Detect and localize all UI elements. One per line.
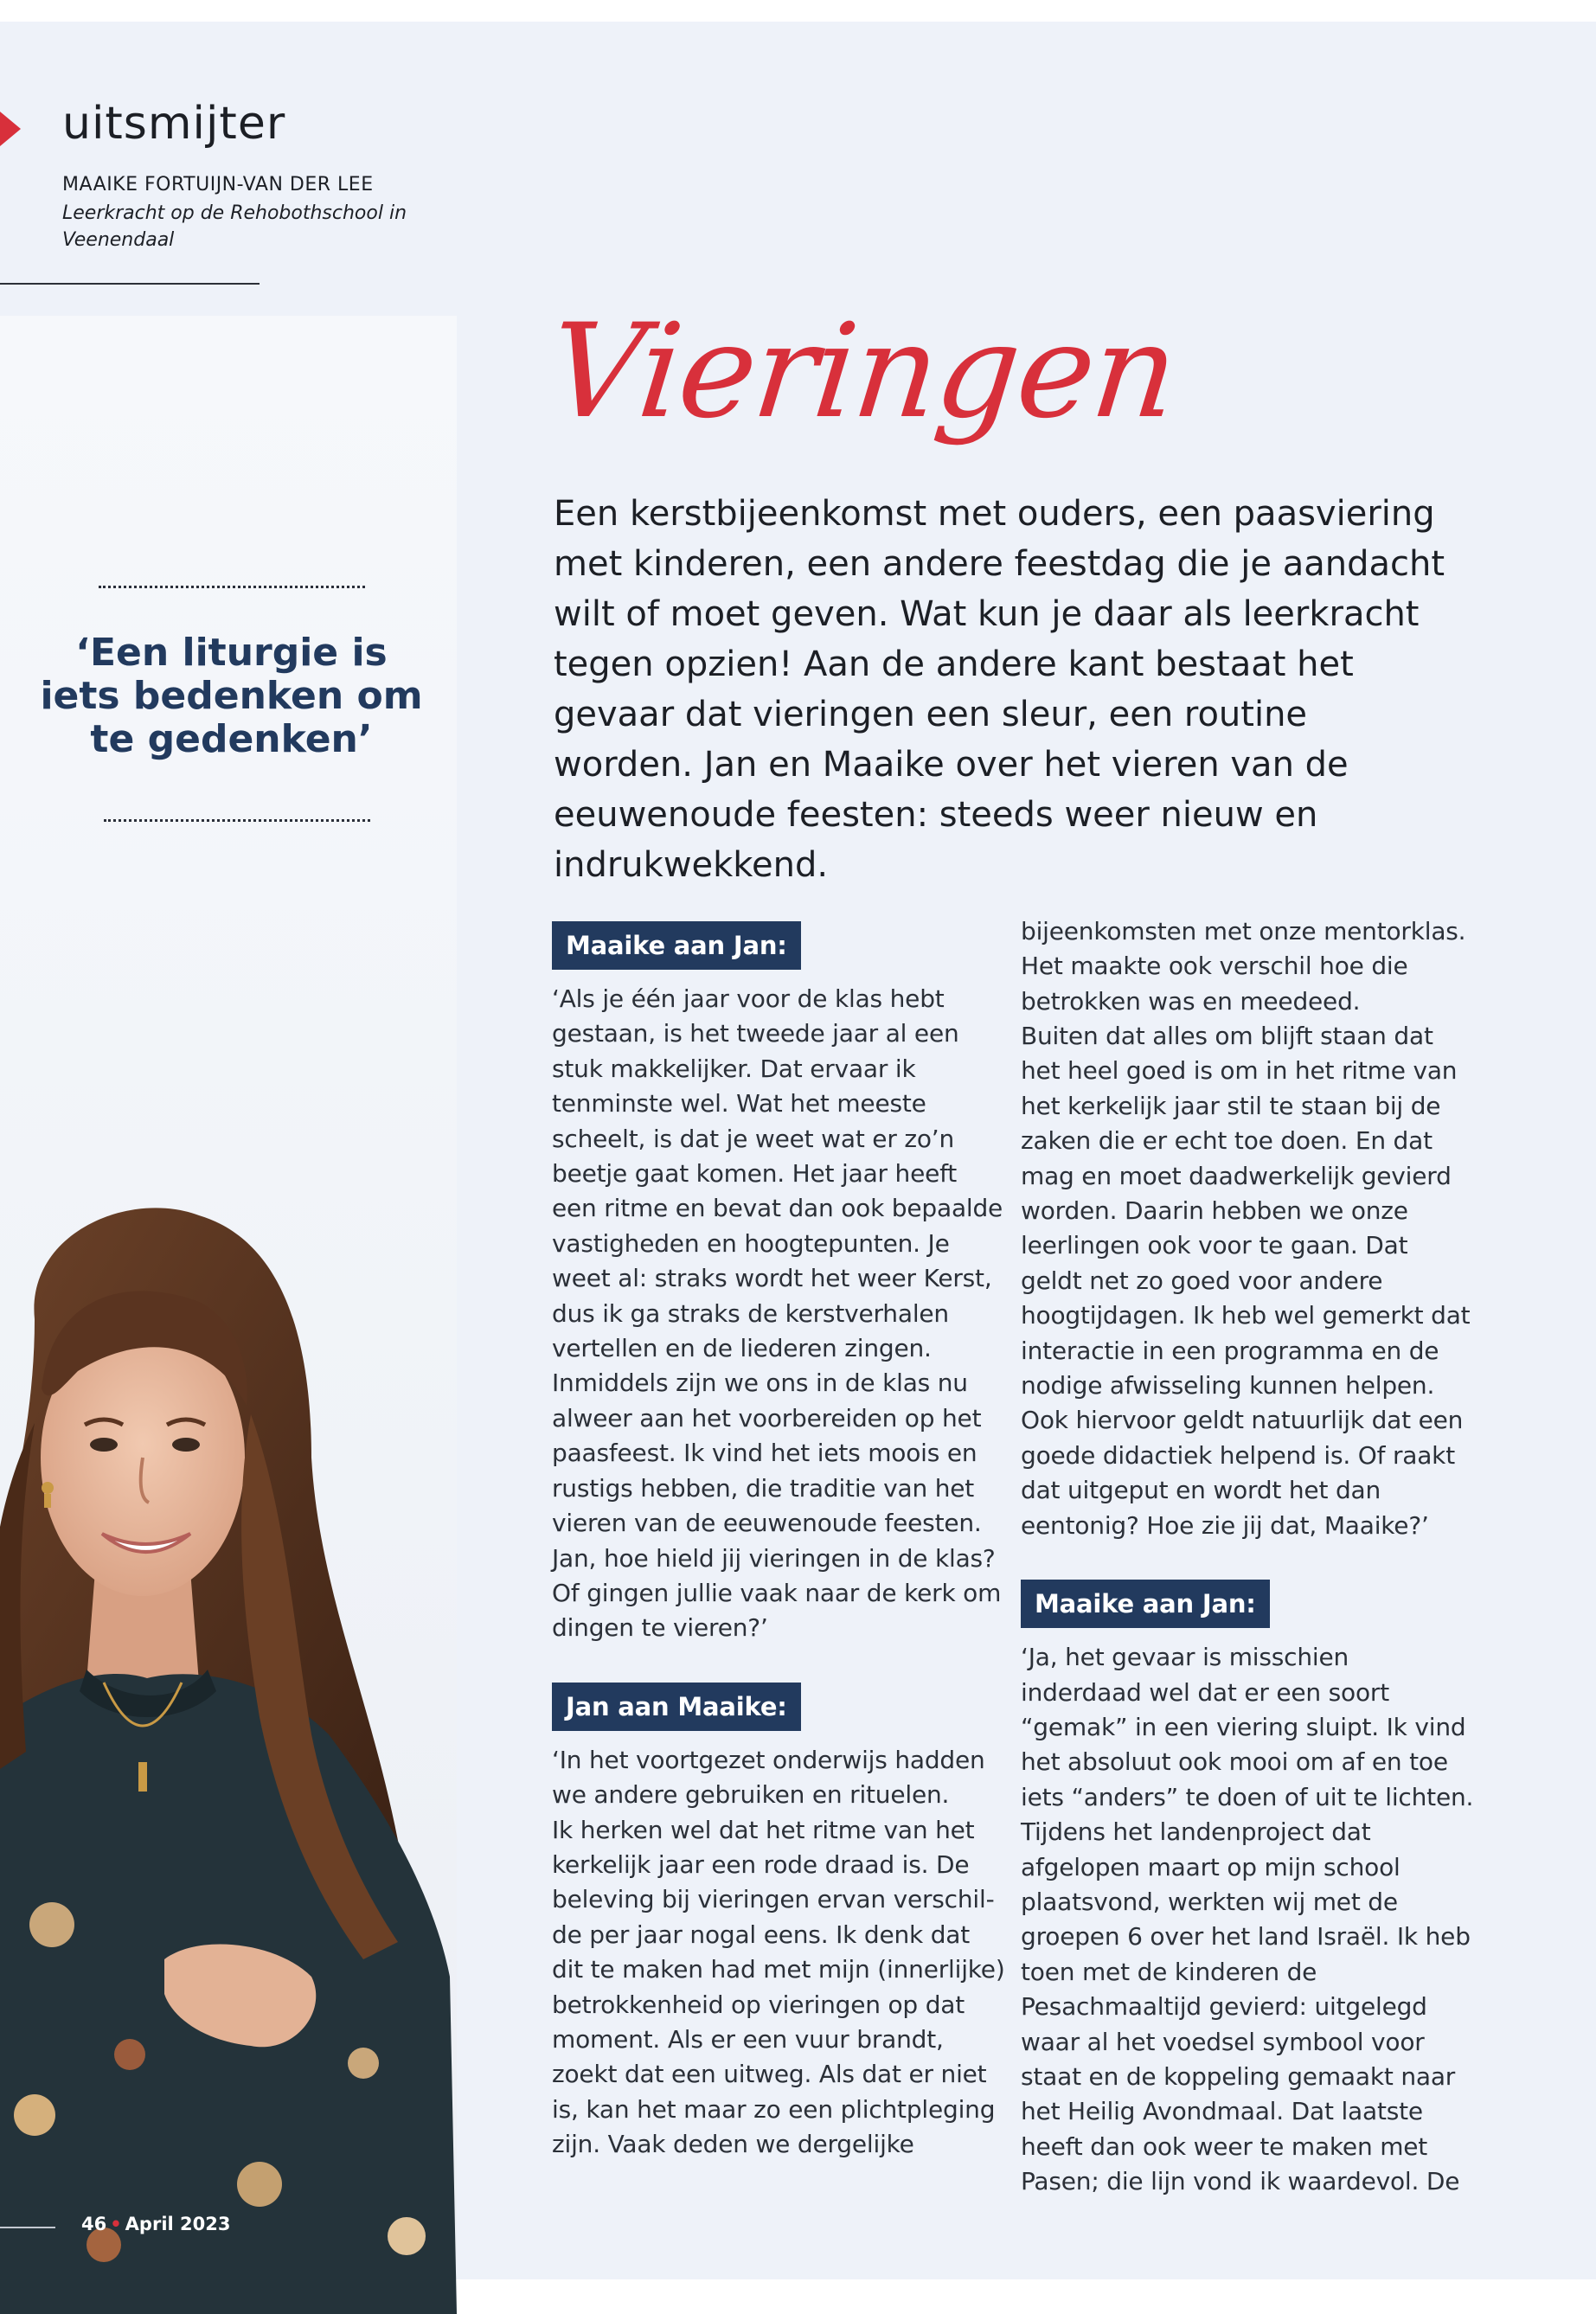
article-paragraph: Buiten dat alles om blijft staan dat het heel goed is om in het ritme van het kerkelijk jaar stil te staan bij de zaken die er echt toe doen. En dat mag en moet daadwerkelijk gevierd worden. Daarin hebben we onze leerlingen ook voor te gaan. Dat geldt net zo goed voor andere hoogtijdagen. Ik heb wel gemerkt dat interactie in een programma en de nodige afwisseling kunnen helpen. Ook hiervoor geldt natuurlijk dat een goede didactiek helpend is. Of raakt dat uitgeput en wordt het dan eentonig? Hoe zie jij dat, Maaike?’ xyxy=(1021,1022,1471,1540)
article-paragraph-continued-text: bijeenkomsten met onze mentorklas. Het maakte ook verschil hoe die betrokken was en meedeed. xyxy=(1021,917,1466,1016)
page-footer xyxy=(81,2214,230,2234)
pull-quote: ‘Een liturgie is iets bedenken om te gedenken’ xyxy=(40,631,423,761)
author-name: MAAIKE FORTUIJN-VAN DER LEE xyxy=(62,174,374,196)
article-paragraph-continued xyxy=(1021,914,1475,1019)
article-paragraph: ‘Ja, het gevaar is misschien inderdaad wel dat er een soort “gemak” in een viering sluipt. Ik vind het absoluut ook mooi om af en toe iets “anders” te doen of uit te lichten. Tijdens het landenproject dat afgelopen maart op mijn school plaatsvond, werkten wij met de groepen 6 over het land Israël. Ik heb toen met de kinderen de Pesachmaaltijd gevierd: uitgelegd waar al het voedsel symbool voor staat en de koppeling gemaakt naar het Heilig Avondmaal. Dat laatste heeft dan ook weer te maken met Pasen; die lijn vond ik waardevol. De xyxy=(1021,1643,1474,2196)
footer-rule xyxy=(0,2227,55,2228)
article-column-left xyxy=(552,921,1006,2163)
author-role: Leerkracht op de Rehobothschool in Veenendaal xyxy=(62,202,407,251)
magazine-page xyxy=(0,22,1596,2279)
article-paragraph: ‘Als je één jaar voor de klas hebt gestaan, is het tweede jaar al een stuk makkelijker. Dat ervaar ik tenminste wel. Wat het meeste scheelt, is dat je weet wat er zo’n beetje gaat komen. Het jaar heeft een ritme en bevat dan ook bepaalde vastigheden en hoogtepunten. Je weet al: straks wordt het weer Kerst, dus ik ga straks de kerstverhalen vertellen en de liederen zingen. Inmiddels zijn we ons in de klas nu alweer aan het voorbereiden op het paasfeest. Ik vind het iets moois en rustigs hebben, die traditie van het vieren van de eeuwenoude feesten. Jan, hoe hield jij vieringen in de klas? Of gingen jullie vaak naar de kerk om dingen te vieren?’ xyxy=(552,984,1003,1643)
pull-quote-bottom-divider xyxy=(104,819,370,822)
article-paragraph: ‘In het voortgezet onderwijs hadden we andere gebruiken en rituelen. xyxy=(552,1745,985,1810)
section-heading: Maaike aan Jan: xyxy=(1021,1580,1270,1628)
page-number: 46 xyxy=(81,2214,107,2234)
section-marker-icon xyxy=(0,112,21,146)
article-intro: Een kerstbijeenkomst met ouders, een paasviering met kinderen, een andere feestdag die je aandacht wilt of moet geven. Wat kun je daar als leerkracht tegen opzien! Aan de andere kant bestaat het gevaar dat vieringen een sleur, een routine worden. Jan en Maaike over het vieren van de eeuwenoude feesten: steeds weer nieuw en indrukwekkend. xyxy=(554,494,1445,885)
article-column-right xyxy=(1021,914,1475,2200)
section-heading: Jan aan Maaike: xyxy=(552,1683,801,1731)
author-portrait xyxy=(0,1198,457,2314)
section-heading: Maaike aan Jan: xyxy=(552,921,801,970)
section-label: uitsmijter xyxy=(62,98,286,150)
header-divider xyxy=(0,283,260,285)
issue-date: April 2023 xyxy=(125,2214,231,2234)
article-title: Vieringen xyxy=(542,297,1183,447)
pull-quote-top-divider xyxy=(99,586,365,588)
article-paragraph: Ik herken wel dat het ritme van het kerkelijk jaar een rode draad is. De beleving bij vieringen ervan verschilde per jaar nogal eens. Ik denk dat dit te maken had met mijn (innerlijke) betrokkenheid op vieringen op dat moment. Als er een vuur brandt, zoekt dat een uitweg. Als dat er niet is, kan het maar zo een plichtpleging zijn. Vaak deden we dergelijke xyxy=(552,1815,1005,2159)
footer-separator-icon: • xyxy=(110,2214,122,2234)
